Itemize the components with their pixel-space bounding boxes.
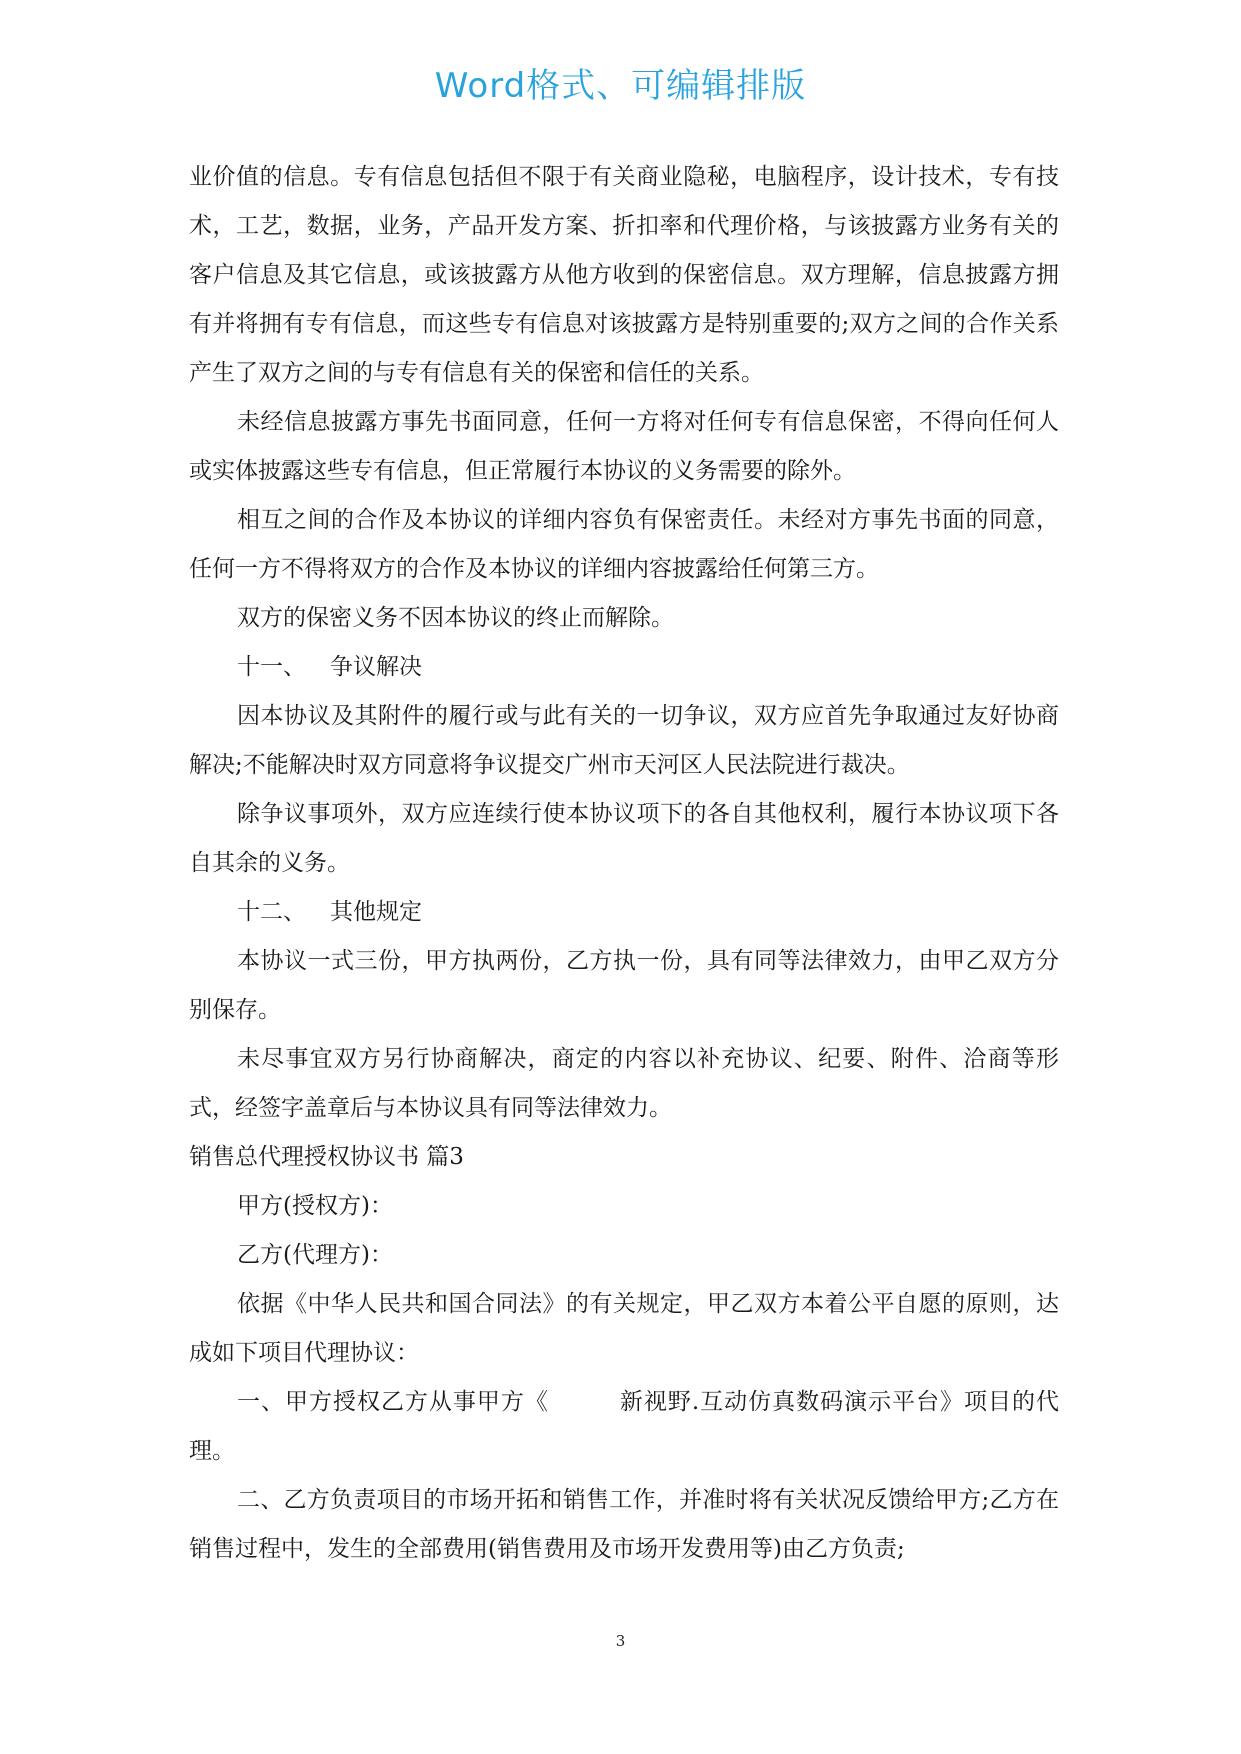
- paragraph-obligation-survival: 双方的保密义务不因本协议的终止而解除。: [237, 605, 674, 631]
- authorization-text-start: 一、甲方授权乙方从事甲方《: [237, 1389, 549, 1415]
- paragraph-authorization: [189, 1378, 1059, 1476]
- paragraph-legal-basis: 依据《中华人民共和国合同法》的有关规定，甲乙双方本着公平自愿的原则，达成如下项目代理协议：: [189, 1291, 1059, 1366]
- document-header-title: Word格式、可编辑排版: [434, 66, 807, 106]
- party-b-label: 乙方(代理方)：: [237, 1242, 393, 1268]
- party-a-label: 甲方(授权方)：: [237, 1193, 393, 1219]
- paragraph-supplementary: 未尽事宜双方另行协商解决，商定的内容以补充协议、纪要、附件、洽商等形式，经签字盖章后与本协议具有同等法律效力。: [189, 1046, 1059, 1121]
- paragraph-no-disclosure: 未经信息披露方事先书面同意，任何一方将对任何专有信息保密，不得向任何人或实体披露这些专有信息，但正常履行本协议的义务需要的除外。: [189, 409, 1059, 484]
- section-heading-text: 争议解决: [330, 654, 422, 680]
- section-number: 十一、: [237, 654, 306, 680]
- paragraph-copies: 本协议一式三份，甲方执两份，乙方执一份，具有同等法律效力，由甲乙双方分别保存。: [189, 948, 1059, 1023]
- paragraph-mutual-confidentiality: 相互之间的合作及本协议的详细内容负有保密责任。未经对方事先书面的同意，任何一方不得将双方的合作及本协议的详细内容披露给任何第三方。: [189, 507, 1059, 582]
- section-heading-text: 其他规定: [330, 899, 422, 925]
- authorization-text-end: 新视野.互动仿真数码演示平台》项目的代理。: [189, 1389, 1060, 1464]
- section-heading-other: [189, 888, 1059, 937]
- section-heading-dispute: [189, 643, 1059, 692]
- paragraph-continue-obligations: 除争议事项外，双方应连续行使本协议项下的各自其他权利，履行本协议项下各自其余的义务。: [189, 801, 1059, 876]
- section-number: 十二、: [237, 899, 306, 925]
- paragraph-market-responsibility: 二、乙方负责项目的市场开拓和销售工作，并准时将有关状况反馈给甲方;乙方在销售过程中，发生的全部费用(销售费用及市场开发费用等)由乙方负责;: [189, 1487, 1059, 1562]
- page-number: 3: [615, 1632, 626, 1650]
- document-body: [189, 153, 1059, 1574]
- agreement-section-title: 销售总代理授权协议书 篇3: [189, 1144, 464, 1170]
- paragraph-dispute-resolution: 因本协议及其附件的履行或与此有关的一切争议，双方应首先争取通过友好协商解决;不能解决时双方同意将争议提交广州市天河区人民法院进行裁决。: [189, 703, 1059, 778]
- paragraph-confidential-info: 业价值的信息。专有信息包括但不限于有关商业隐秘，电脑程序，设计技术，专有技术，工艺，数据，业务，产品开发方案、折扣率和代理价格，与该披露方业务有关的客户信息及其它信息，或该披露方从他方收到的保密信息。双方理解，信息披露方拥有并将拥有专有信息，而这些专有信息对该披露方是特别重要的;双方之间的合作关系产生了双方之间的与专有信息有关的保密和信任的关系。: [189, 164, 1059, 386]
